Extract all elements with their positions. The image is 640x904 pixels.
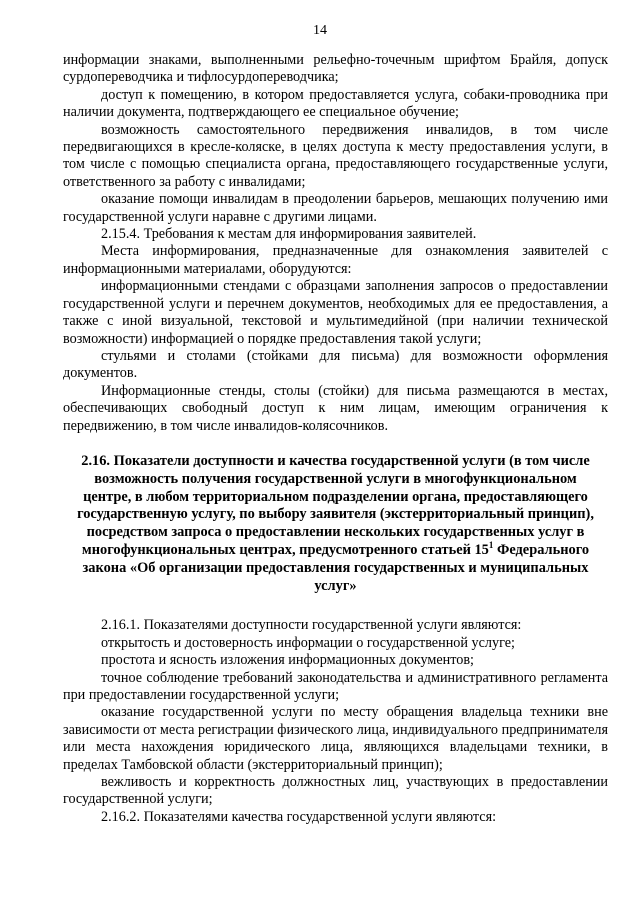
paragraph-barrier-assistance: оказание помощи инвалидам в преодолении барьеров, мешающих получению ими государственной услуги наравне с другими лицами. xyxy=(63,191,608,225)
paragraph-section-2-16-1: 2.16.1. Показателями доступности государственной услуги являются: xyxy=(101,617,522,634)
paragraph-chairs-tables: стульями и столами (стойками для письма) для возможности оформления документов. xyxy=(63,347,608,382)
paragraph-braille-continuation: информации знаками, выполненными рельефно-точечным шрифтом Брайля, допуск сурдопереводчика и тифлосурдопереводчика; xyxy=(63,52,608,86)
paragraph-information-stands: информационными стендами с образцами заполнения запросов о предоставлении государственной услуги и перечнем документов, необходимых для ее предоставления, а также с иной визуальной, текстовой и мультимедийной (при наличии технической возможности) информацией о порядке предоставления такой услуги; xyxy=(63,278,608,347)
document-body xyxy=(63,52,608,826)
heading-text-before: 2.16. Показатели доступности и качества государственной услуги (в том числе возможность получения государственной услуги в многофункциональном центре, в любом территориальном подразделении органа, предоставляющего государственную услугу, по выбору заявителя (экстерриториальный принцип), посредством запроса о предоставлении нескольких государственных услуг в многофункциональных центрах, предусмотренного статьей 15 xyxy=(77,452,594,558)
paragraph-openness: открытость и достоверность информации о государственной услуге; xyxy=(101,634,515,651)
page-number: 14 xyxy=(313,23,327,38)
paragraph-independent-movement: возможность самостоятельного передвижения инвалидов, в том числе передвигающихся в кресле-коляске, в целях доступа к месту предоставления услуги, в том числе с помощью специалиста органа, предоставляющего государственные услуги, ответственного за работу с инвалидами; xyxy=(63,121,608,190)
paragraph-politeness: вежливость и корректность должностных лиц, участвующих в предоставлении государственной услуги; xyxy=(63,773,608,808)
paragraph-simplicity: простота и ясность изложения информационных документов; xyxy=(101,652,474,669)
paragraph-section-2-15-4: 2.15.4. Требования к местам для информирования заявителей. xyxy=(101,226,477,243)
section-heading-2-16 xyxy=(63,453,608,595)
paragraph-extraterritorial: оказание государственной услуги по месту обращения владельца техники вне зависимости от места регистрации физического лица, индивидуального предпринимателя или места нахождения юридического лица, являющихся владельцами техники, в пределах Тамбовской области (экстерриториальный принцип); xyxy=(63,704,608,773)
paragraph-guide-dog-access: доступ к помещению, в котором предоставляется услуга, собаки-проводника при наличии документа, подтверждающего ее специальное обучение; xyxy=(63,86,608,121)
paragraph-section-2-16-2: 2.16.2. Показателями качества государственной услуги являются: xyxy=(101,808,497,825)
paragraph-compliance: точное соблюдение требований законодательства и административного регламента при предоставлении государственной услуги; xyxy=(63,669,608,703)
paragraph-stands-placement: Информационные стенды, столы (стойки) для письма размещаются в местах, обеспечивающих свободный доступ к ним лицам, имеющим ограничения к передвижению, в том числе инвалидов-колясочников. xyxy=(63,382,608,434)
paragraph-information-places: Места информирования, предназначенные для ознакомления заявителей с информационными материалами, оборудуются: xyxy=(63,243,608,277)
heading-superscript: 1 xyxy=(488,540,494,551)
heading-text-after: Федерального закона «Об организации предоставления государственных и муниципальных услуг» xyxy=(82,541,590,594)
